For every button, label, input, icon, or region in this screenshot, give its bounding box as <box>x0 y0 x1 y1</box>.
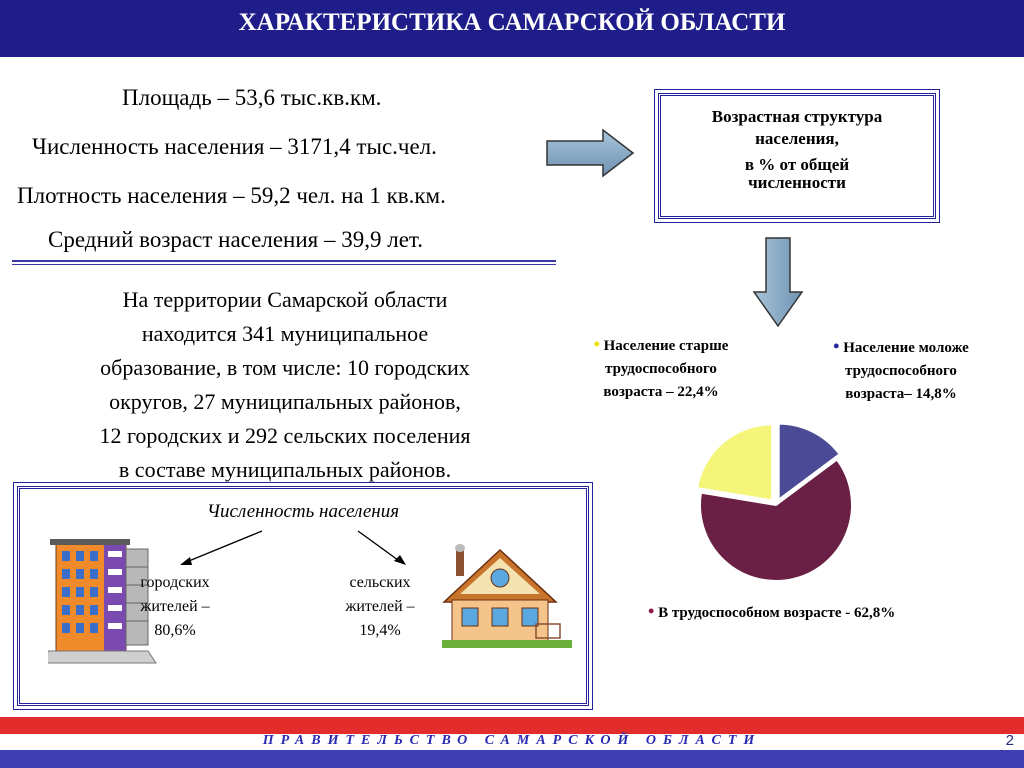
legend-older-line: возраста – 22,4% <box>603 384 719 400</box>
arrow-right-icon <box>545 128 637 178</box>
legend-working <box>648 600 988 625</box>
divider-thin <box>12 264 556 265</box>
municipal-line: в составе муниципальных районов. <box>118 457 452 482</box>
footer-stripe-blue <box>0 750 1024 768</box>
municipal-line: образование, в том числе: 10 городских <box>100 355 470 380</box>
municipal-line: находится 341 муниципальное <box>141 321 429 346</box>
rural-line: сельских <box>349 574 411 591</box>
urban-line: жителей – <box>140 598 210 615</box>
municipal-line: 12 городских и 292 сельских поселения <box>99 423 471 448</box>
age-box-line: Возрастная структура <box>711 107 883 126</box>
footer-title: ПРАВИТЕЛЬСТВО САМАРСКОЙ ОБЛАСТИ <box>262 733 762 748</box>
legend-older-line: Население старше <box>603 338 729 354</box>
rural-residents-label <box>330 571 430 643</box>
legend-younger <box>805 335 997 406</box>
municipal-line: На территории Самарской области <box>122 287 448 312</box>
population-box-title: Численность населения <box>206 501 400 522</box>
legend-younger-line: Население моложе <box>843 340 969 356</box>
legend-younger-line: возраста– 14,8% <box>845 386 957 402</box>
divider <box>12 260 556 262</box>
stat-average-age: Средний возраст населения – 39,9 лет. <box>48 227 423 252</box>
rural-line: 19,4% <box>359 622 401 639</box>
legend-older-line: трудоспособного <box>605 361 717 377</box>
municipal-paragraph <box>30 283 540 487</box>
rural-line: жителей – <box>345 598 415 615</box>
legend-older <box>566 333 756 404</box>
page-title: ХАРАКТЕРИСТИКА САМАРСКОЙ ОБЛАСТИ <box>238 9 786 36</box>
age-box-line: населения, <box>755 129 839 148</box>
connector-arrows <box>170 527 440 577</box>
urban-line: 80,6% <box>154 622 196 639</box>
stat-population: Численность населения – 3171,4 тыс.чел. <box>32 134 437 159</box>
header-bar <box>0 0 1024 57</box>
bullet-icon: • <box>648 601 655 621</box>
header-band <box>0 51 1024 57</box>
age-box-line: численности <box>748 173 846 192</box>
age-structure-pie-chart <box>690 400 870 600</box>
urban-line: городских <box>140 574 210 591</box>
house-icon <box>440 544 580 654</box>
population-box <box>17 486 589 706</box>
footer-stripe-red <box>0 717 1024 734</box>
stat-area: Площадь – 53,6 тыс.кв.км. <box>122 85 382 110</box>
pie-slice <box>697 424 772 500</box>
age-box-line: в % от общей <box>744 155 850 174</box>
municipal-line: округов, 27 муниципальных районов, <box>109 389 461 414</box>
bullet-icon: • <box>833 336 840 356</box>
bullet-icon: • <box>593 334 600 354</box>
age-structure-box <box>658 93 936 219</box>
urban-residents-label <box>120 571 230 643</box>
legend-younger-line: трудоспособного <box>845 363 957 379</box>
legend-working-text: В трудоспособном возрасте - 62,8% <box>658 605 896 621</box>
stat-density: Плотность населения – 59,2 чел. на 1 кв.км. <box>17 183 446 208</box>
arrow-down-icon <box>752 236 804 328</box>
page-number: 2 <box>1005 732 1014 749</box>
